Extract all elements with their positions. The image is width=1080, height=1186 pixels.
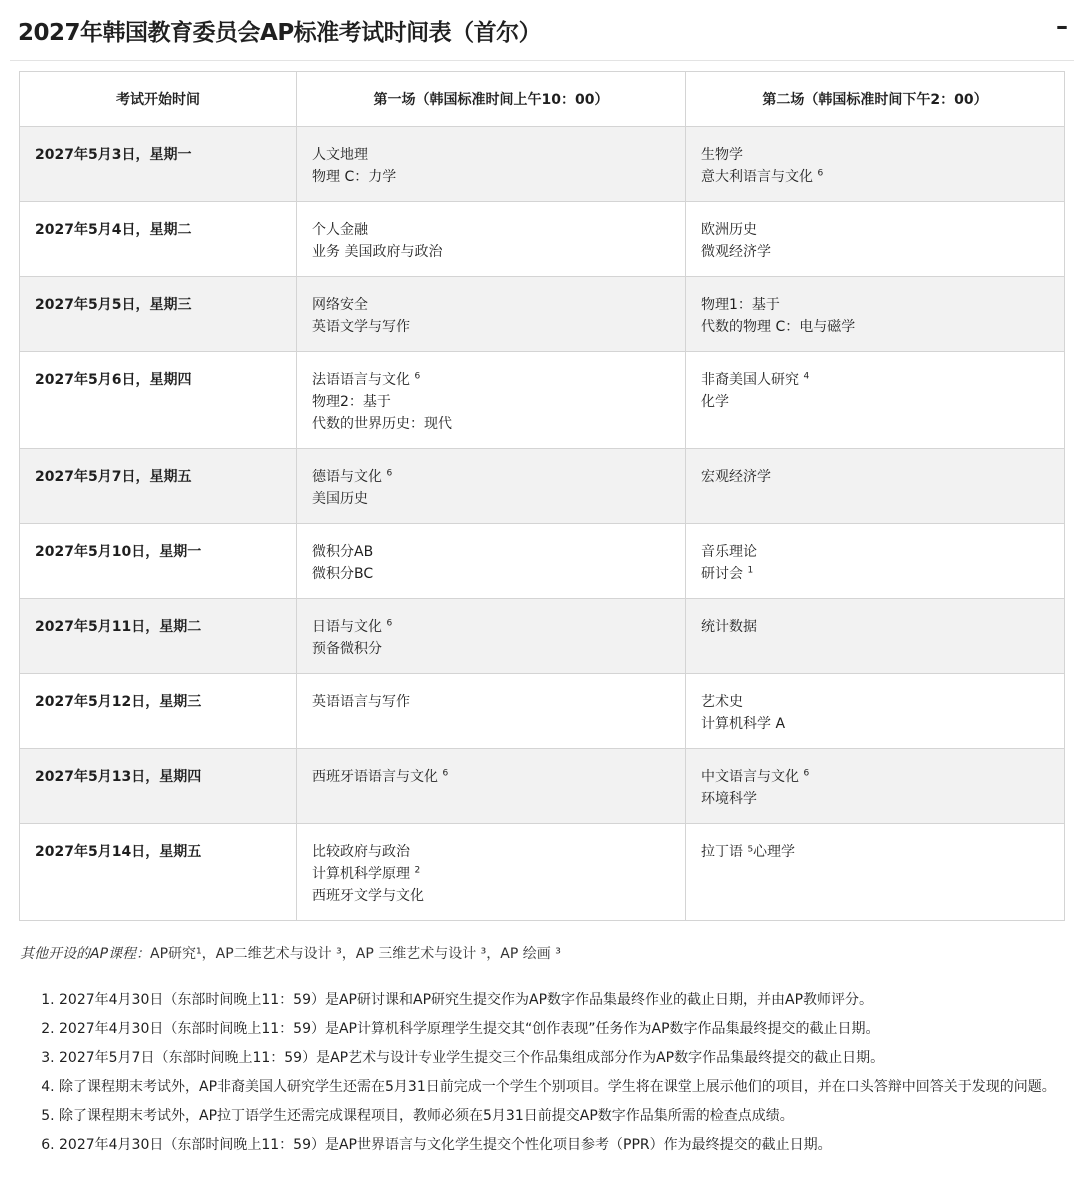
footnote-item: 4. 除了课程期末考试外，AP非裔美国人研究学生还需在5月31日前完成一个学生个别项目。学生将在课堂上展示他们的项目，并在口头答辩中回答关于发现的问题。 <box>59 1073 1080 1102</box>
exam-subject <box>701 616 1049 638</box>
table-row <box>20 674 1065 749</box>
exam-subject-name: 宏观经济学 <box>701 469 771 485</box>
exam-subject-name: 计算机科学原理 <box>312 866 410 882</box>
footnote-item: 5. 除了课程期末考试外，AP拉丁语学生还需完成课程项目，教师必须在5月31日前提交AP数字作品集所需的检查点成绩。 <box>59 1102 1080 1131</box>
exam-subject-name: 个人金融 <box>312 222 368 238</box>
second-session-cell <box>686 749 1065 824</box>
table-row <box>20 127 1065 202</box>
exam-subject-name: 中文语言与文化 <box>701 769 799 785</box>
table-row <box>20 277 1065 352</box>
footnote-marker: 6 <box>803 768 810 779</box>
exam-subject <box>701 316 1049 338</box>
table-row <box>20 749 1065 824</box>
second-session-cell <box>686 674 1065 749</box>
exam-subject <box>312 563 670 585</box>
footnote-marker: 1 <box>747 565 754 576</box>
section-header <box>10 0 1074 61</box>
exam-subject <box>312 369 670 391</box>
exam-subject <box>312 638 670 660</box>
first-session-cell <box>297 127 686 202</box>
exam-subject <box>701 713 1049 735</box>
exam-subject-name: 德语与文化 <box>312 469 382 485</box>
exam-date-cell: 2027年5月5日，星期三 <box>20 277 297 352</box>
footnote-marker: 6 <box>817 168 824 179</box>
exam-subject <box>701 691 1049 713</box>
column-header-date: 考试开始时间 <box>20 72 297 127</box>
exam-date-cell: 2027年5月4日，星期二 <box>20 202 297 277</box>
exam-subject-name: 计算机科学 A <box>701 716 786 732</box>
first-session-cell <box>297 599 686 674</box>
second-session-cell <box>686 202 1065 277</box>
other-courses-note <box>20 943 561 963</box>
exam-subject <box>312 166 670 188</box>
exam-subject <box>312 863 670 885</box>
exam-subject <box>312 616 670 638</box>
exam-subject-name: 业务 美国政府与政治 <box>312 244 443 260</box>
first-session-cell <box>297 524 686 599</box>
exam-subject-name: 环境科学 <box>701 791 757 807</box>
footnote-item: 6. 2027年4月30日（东部时间晚上11：59）是AP世界语言与文化学生提交个性化项目参考（PPR）作为最终提交的截止日期。 <box>59 1131 1080 1160</box>
exam-date-cell: 2027年5月7日，星期五 <box>20 449 297 524</box>
exam-subject <box>701 219 1049 241</box>
second-session-cell <box>686 352 1065 449</box>
exam-subject <box>312 316 670 338</box>
exam-subject-name: 物理2：基于 <box>312 394 391 410</box>
first-session-cell <box>297 749 686 824</box>
exam-subject-name: 代数的世界历史：现代 <box>312 416 452 432</box>
exam-subject <box>312 466 670 488</box>
footnote-item: 2. 2027年4月30日（东部时间晚上11：59）是AP计算机科学原理学生提交其“创作表现”任务作为AP数字作品集最终提交的截止日期。 <box>59 1015 1080 1044</box>
second-session-cell <box>686 277 1065 352</box>
page-title: 2027年韩国教育委员会AP标准考试时间表（首尔） <box>18 20 542 46</box>
exam-subject-name: 生物学 <box>701 147 743 163</box>
exam-subject-name: 音乐理论 <box>701 544 757 560</box>
exam-subject <box>701 369 1049 391</box>
exam-subject-name: 比较政府与政治 <box>312 844 410 860</box>
first-session-cell <box>297 202 686 277</box>
exam-subject <box>701 841 1049 863</box>
exam-subject-name: 西班牙文学与文化 <box>312 888 424 904</box>
exam-subject-name: 艺术史 <box>701 694 743 710</box>
exam-subject <box>312 241 670 263</box>
table-row <box>20 449 1065 524</box>
exam-subject-name: 微积分AB <box>312 544 374 560</box>
footnote-item: 1. 2027年4月30日（东部时间晚上11：59）是AP研讨课和AP研究生提交作为AP数字作品集最终作业的截止日期，并由AP教师评分。 <box>59 986 1080 1015</box>
first-session-cell <box>297 824 686 921</box>
exam-subject-name: 网络安全 <box>312 297 368 313</box>
exam-subject <box>701 766 1049 788</box>
exam-subject-name: 预备微积分 <box>312 641 382 657</box>
first-session-cell <box>297 352 686 449</box>
table-row <box>20 599 1065 674</box>
exam-subject-name: 英语文学与写作 <box>312 319 410 335</box>
exam-date-cell: 2027年5月14日，星期五 <box>20 824 297 921</box>
footnote-marker: 6 <box>414 371 421 382</box>
first-session-cell <box>297 674 686 749</box>
exam-subject-name: 化学 <box>701 394 729 410</box>
exam-subject-name: 非裔美国人研究 <box>701 372 799 388</box>
table-row <box>20 202 1065 277</box>
exam-subject-name: 代数的物理 C：电与磁学 <box>701 319 856 335</box>
second-session-cell <box>686 599 1065 674</box>
exam-subject <box>312 294 670 316</box>
table-row <box>20 352 1065 449</box>
footnote-marker: 2 <box>414 865 421 876</box>
second-session-cell <box>686 524 1065 599</box>
exam-schedule-table <box>19 71 1065 921</box>
exam-subject <box>312 391 670 413</box>
first-session-cell <box>297 449 686 524</box>
exam-subject <box>312 144 670 166</box>
footnote-marker: 6 <box>442 768 449 779</box>
exam-subject <box>701 563 1049 585</box>
exam-date-cell: 2027年5月13日，星期四 <box>20 749 297 824</box>
footnote-marker: 6 <box>386 468 393 479</box>
exam-subject-name: 欧洲历史 <box>701 222 757 238</box>
exam-date-cell: 2027年5月3日，星期一 <box>20 127 297 202</box>
exam-subject <box>701 241 1049 263</box>
exam-subject <box>312 766 670 788</box>
table-row <box>20 524 1065 599</box>
exam-subject-name: 日语与文化 <box>312 619 382 635</box>
exam-date-cell: 2027年5月6日，星期四 <box>20 352 297 449</box>
collapse-icon[interactable]: – <box>1056 12 1068 40</box>
second-session-cell <box>686 127 1065 202</box>
other-courses-label: 其他开设的AP课程： <box>20 946 151 962</box>
exam-subject <box>701 788 1049 810</box>
exam-subject <box>312 691 670 713</box>
footnote-item: 3. 2027年5月7日（东部时间晚上11：59）是AP艺术与设计专业学生提交三个作品集组成部分作为AP数字作品集最终提交的截止日期。 <box>59 1044 1080 1073</box>
exam-subject <box>312 488 670 510</box>
exam-subject <box>312 219 670 241</box>
footnotes-list <box>19 986 1080 1160</box>
exam-subject <box>701 466 1049 488</box>
column-header-second-session: 第二场（韩国标准时间下午2：00） <box>686 72 1065 127</box>
exam-subject <box>312 885 670 907</box>
exam-subject-name: 物理 C：力学 <box>312 169 397 185</box>
exam-subject-name: 英语语言与写作 <box>312 694 410 710</box>
exam-subject <box>701 391 1049 413</box>
exam-subject-name: 统计数据 <box>701 619 757 635</box>
exam-date-cell: 2027年5月10日，星期一 <box>20 524 297 599</box>
column-header-first-session: 第一场（韩国标准时间上午10：00） <box>297 72 686 127</box>
exam-subject-name: 拉丁语 ⁵心理学 <box>701 844 796 860</box>
exam-subject <box>701 144 1049 166</box>
footnote-marker: 6 <box>386 618 393 629</box>
exam-date-cell: 2027年5月11日，星期二 <box>20 599 297 674</box>
first-session-cell <box>297 277 686 352</box>
second-session-cell <box>686 824 1065 921</box>
exam-subject-name: 物理1：基于 <box>701 297 780 313</box>
exam-subject <box>701 294 1049 316</box>
exam-subject-name: 意大利语言与文化 <box>701 169 813 185</box>
exam-subject-name: 研讨会 <box>701 566 743 582</box>
exam-subject-name: 人文地理 <box>312 147 368 163</box>
other-courses-text: AP研究¹，AP二维艺术与设计 ³，AP 三维艺术与设计 ³，AP 绘画 ³ <box>150 946 561 962</box>
exam-subject <box>312 413 670 435</box>
exam-date-cell: 2027年5月12日，星期三 <box>20 674 297 749</box>
exam-subject <box>312 841 670 863</box>
exam-subject-name: 西班牙语语言与文化 <box>312 769 438 785</box>
exam-subject-name: 法语语言与文化 <box>312 372 410 388</box>
second-session-cell <box>686 449 1065 524</box>
exam-subject-name: 微积分BC <box>312 566 374 582</box>
footnote-marker: 4 <box>803 371 810 382</box>
exam-subject <box>701 166 1049 188</box>
exam-subject <box>312 541 670 563</box>
table-row <box>20 824 1065 921</box>
exam-subject-name: 美国历史 <box>312 491 368 507</box>
exam-subject-name: 微观经济学 <box>701 244 771 260</box>
table-header-row <box>20 72 1065 127</box>
exam-subject <box>701 541 1049 563</box>
